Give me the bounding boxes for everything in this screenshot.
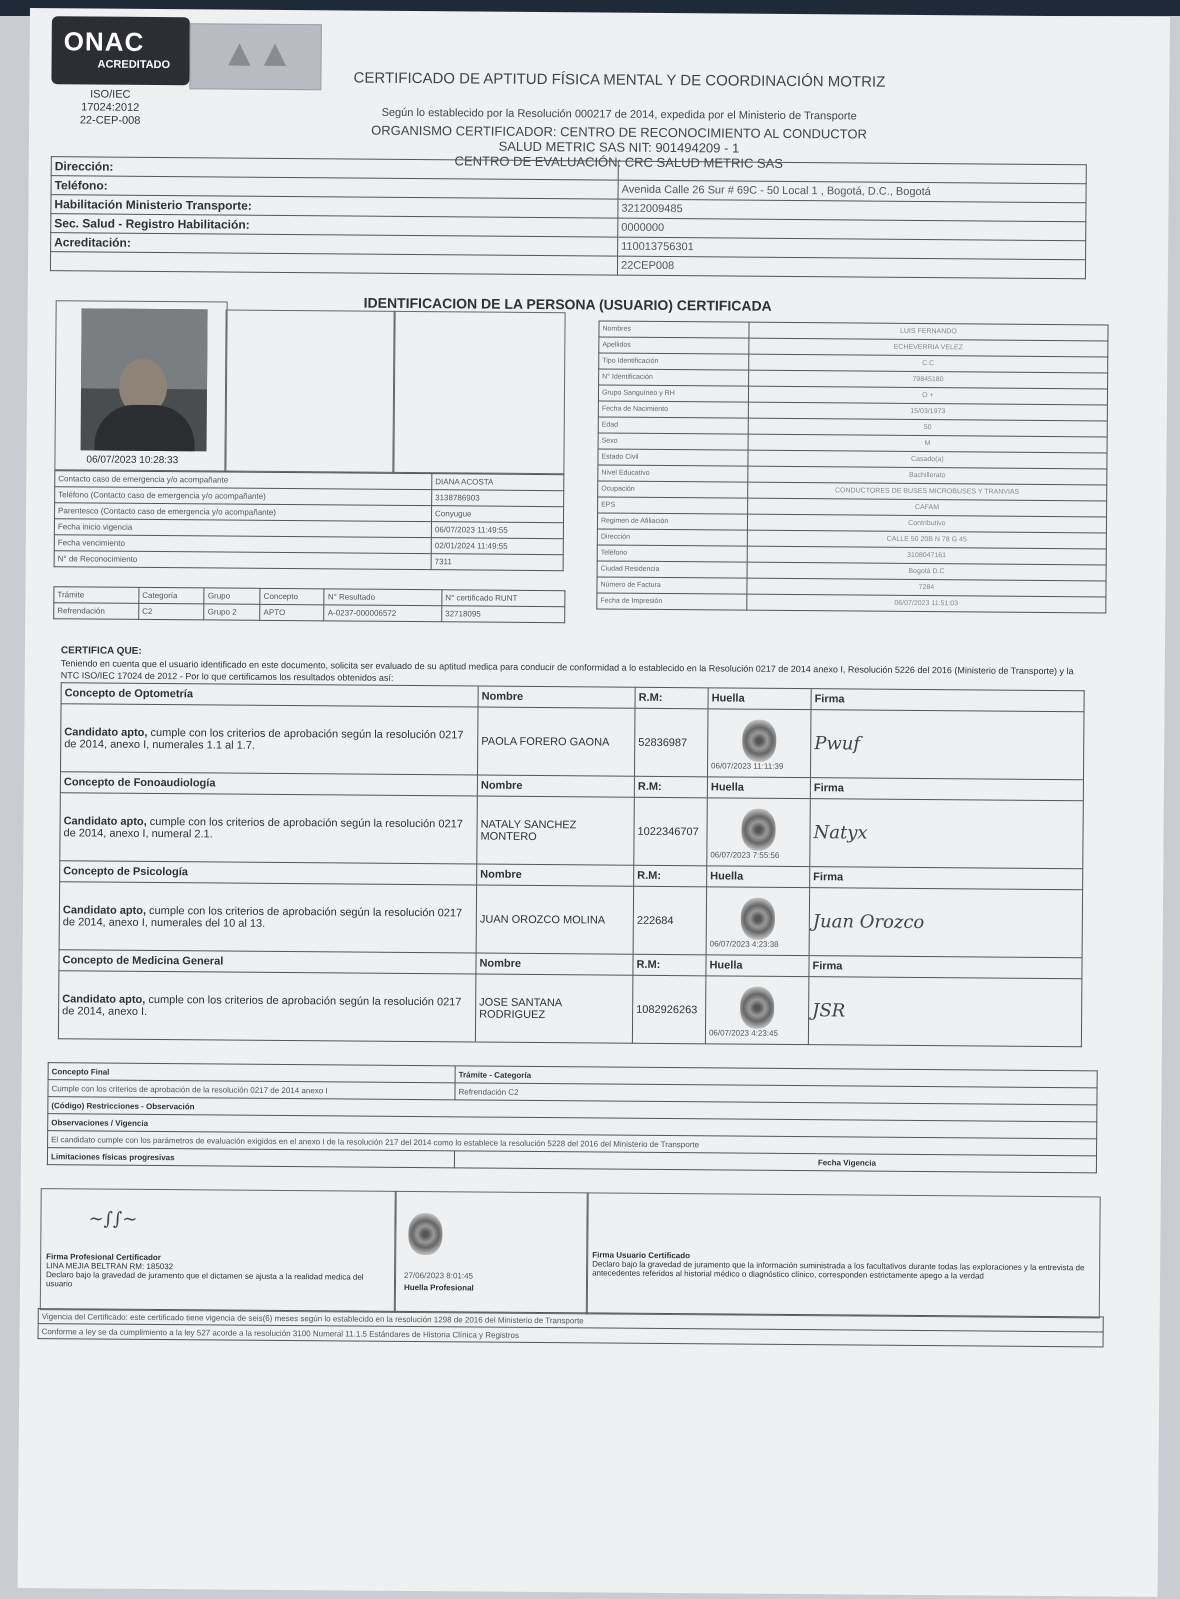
concept-title: Concepto de Fonoaudiología: [60, 772, 477, 796]
signature: Pwuf: [814, 733, 861, 755]
certifica-text: Teniendo en cuenta que el usuario identificado en este documento, solicita ser evaluado de su aptitud medica para conducir de conformidad a lo establecido en la Resolución 0217 de 2014 anexo I, Resolución 5226 del 2016 (Ministerio de Transporte) y la NTC ISO/IEC 17024 de 2012 - Por lo que certificamos los resultados obtenidos así:: [60, 658, 1074, 683]
info-value: 110013756301: [618, 237, 1086, 260]
rm-header: R.M:: [634, 776, 707, 798]
emergency-row: [54, 551, 563, 571]
emergency-value: 7311: [431, 554, 563, 571]
person-value: CALLE 50 20B N 78 G 45: [747, 530, 1106, 549]
info-label: Sec. Salud - Registro Habilitación:: [51, 214, 618, 237]
concept-criteria: cumple con los criterios de aprobación según la resolución 0217 de 2014, anexo I.: [62, 993, 462, 1018]
concept-criteria: cumple con los criterios de aprobación según la resolución 0217 de 2014, anexo I, numerales 1.1 al 1.7.: [64, 726, 464, 752]
firma-header: Firma: [811, 689, 1084, 712]
person-value: 50: [748, 418, 1107, 437]
firma-header: Firma: [809, 956, 1082, 979]
person-label: Ocupación: [598, 481, 748, 498]
rm-header: R.M:: [634, 865, 707, 887]
info-label: [50, 252, 617, 275]
person-value: ECHEVERRIA VELEZ: [749, 338, 1108, 357]
onac-logo: [51, 16, 190, 85]
huella-header: Huella: [706, 955, 809, 977]
info-label: Acreditación:: [51, 233, 618, 256]
person-label: Grupo Sanguíneo y RH: [598, 385, 748, 402]
tramite-header: Concepto: [260, 588, 324, 605]
logo-text: ONAC: [63, 26, 145, 57]
signature: Natyx: [813, 822, 868, 844]
nombre-header: Nombre: [477, 775, 634, 797]
prof-title: Firma Profesional Certificador: [46, 1252, 161, 1263]
user-photo: [81, 308, 208, 451]
prof-fingerprint-icon: [408, 1213, 442, 1255]
professional-name: JOSE SANTANA RODRIGUEZ: [475, 974, 633, 1043]
info-table: [50, 156, 1087, 279]
tramite-header: Categoría: [139, 587, 205, 604]
prof-signature-icon: ~∫∫~: [88, 1208, 138, 1230]
signatures-section: [40, 1188, 1101, 1322]
person-label: Fecha de Impresión: [597, 593, 747, 610]
fingerprint-cell: [705, 976, 809, 1045]
identification-title: IDENTIFICACION DE LA PERSONA (USUARIO) CERTIFICADA: [363, 294, 772, 314]
certificate-sheet: [18, 8, 1170, 1597]
person-value: 3108047161: [747, 546, 1106, 565]
tramite-value: C2: [139, 603, 205, 620]
concept-criteria: cumple con los criterios de aprobación según la resolución 0217 de 2014, anexo I, numerales del 10 al 13.: [62, 904, 463, 930]
person-label: Nombres: [599, 321, 749, 338]
fingerprint-cell: [707, 798, 811, 867]
iso-code: 22-CEP-008: [79, 114, 141, 127]
person-table: [596, 320, 1108, 613]
person-label: Dirección: [597, 529, 747, 546]
company-logo: [189, 23, 322, 90]
huella-header: Huella: [708, 688, 811, 710]
firma-header: Firma: [810, 778, 1083, 801]
signature: Juan Orozco: [812, 911, 925, 934]
concept-criteria: cumple con los criterios de aprobación según la resolución 0217 de 2014, anexo I, numeral 2.1.: [63, 815, 463, 840]
tramite-value: A-0237-000006572: [324, 605, 442, 622]
emergency-label: Fecha vencimiento: [54, 535, 431, 554]
person-value: M: [748, 434, 1107, 453]
concept-title: Concepto de Psicología: [60, 861, 477, 885]
person-value: LUIS FERNANDO: [749, 322, 1108, 341]
professional-name: JUAN OROZCO MOLINA: [476, 885, 634, 954]
person-label: Tipo Identificación: [599, 353, 749, 370]
empty-box: [224, 310, 395, 473]
signature: JSR: [812, 1000, 846, 1022]
huella-header: Huella: [707, 777, 810, 799]
user-declaration: Declaro bajo la gravedad de juramento que la información suministrada a los facultativos durante todas las exploraciones y la entrevista de antecedentes referidos al historial médico o diagnóstico clínico, corresponden estrictamente apego a la verdad: [592, 1259, 1085, 1281]
person-value: CONDUCTORES DE BUSES MICROBUSES Y TRANVIAS: [747, 482, 1106, 501]
fingerprint-icon: [742, 720, 776, 762]
prof-block: [46, 1252, 386, 1291]
person-label: Edad: [598, 417, 748, 434]
person-label: Estado Civil: [598, 449, 748, 466]
person-label: Regimen de Afiliación: [597, 513, 747, 530]
emergency-table: [54, 470, 565, 571]
concept-row: [60, 793, 1084, 869]
final-table: [47, 1062, 1098, 1173]
prof-declaration: Declaro bajo la gravedad de juramento que el dictamen se ajusta a la realidad medica del usuario: [45, 1270, 364, 1289]
tramite-value-row: [54, 603, 565, 623]
concept-apto: Candidato apto,: [63, 814, 147, 828]
concept-row: [59, 882, 1083, 958]
fingerprint-stamp: 06/07/2023 7:55:56: [710, 850, 780, 860]
emergency-label: N° de Reconocimiento: [54, 551, 431, 570]
concept-text: [59, 882, 477, 953]
logo-subtext: ACREDITADO: [97, 58, 171, 72]
company-line: SALUD METRIC SAS NIT: 901494209 - 1: [498, 138, 740, 156]
nombre-header: Nombre: [478, 686, 635, 708]
person-label: Ciudad Residencia: [597, 561, 747, 578]
fingerprint-cell: [707, 709, 811, 778]
rm-header: R.M:: [633, 954, 706, 976]
concept-text: [61, 704, 479, 775]
tramite-header: N° certificado RUNT: [442, 590, 565, 607]
iso-line: ISO/IEC 17024:2012: [81, 88, 140, 114]
person-value: Bachillerato: [748, 466, 1107, 485]
professional-rm: 1022346707: [634, 797, 708, 866]
tramite-header: Grupo: [204, 588, 260, 604]
person-value: 06/07/2023 11:51:03: [747, 594, 1106, 613]
concept-apto: Candidato apto,: [62, 992, 146, 1006]
person-value: Casado(a): [748, 450, 1107, 469]
observaciones-text: El candidato cumple con los parámetros de evaluación exigidos en el anexo I de la resolución 217 del 2014 como lo establece la resolución 5228 del 2016 del Ministerio de Transporte: [48, 1131, 1097, 1156]
person-value: O +: [748, 386, 1107, 405]
signature-cell: [808, 977, 1082, 1047]
concept-row: [58, 971, 1082, 1047]
person-label: Teléfono: [597, 545, 747, 562]
tramite-value: APTO: [260, 604, 324, 621]
tramite-header: N° Resultado: [324, 589, 442, 606]
company-logo-mark: ▲▲: [220, 32, 293, 76]
prof-name: LINA MEJIA BELTRAN RM: 185032: [46, 1261, 174, 1272]
limitaciones-label: Limitaciones físicas progresivas: [47, 1148, 454, 1168]
emergency-label: Parentesco (Contacto caso de emergencia y/o acompañante): [54, 503, 431, 522]
person-value: 7284: [747, 578, 1106, 597]
concept-title: Concepto de Medicina General: [59, 950, 476, 974]
person-label: N° Identificación: [599, 369, 749, 386]
info-label: Teléfono:: [51, 176, 618, 199]
fingerprint-icon: [741, 809, 775, 851]
person-label: Sexo: [598, 433, 748, 450]
professional-name: NATALY SANCHEZ MONTERO: [477, 796, 635, 865]
concept-apto: Candidato apto,: [62, 903, 147, 917]
fecha-vigencia-label: Fecha Vigencia: [454, 1151, 1096, 1173]
tramite-categoria-value: Refrendación C2: [455, 1083, 1097, 1105]
professional-rm: 52836987: [634, 708, 708, 777]
concepts-table: [58, 682, 1085, 1047]
huella-header: Huella: [707, 866, 810, 888]
person-label: Fecha de Nacimiento: [598, 401, 748, 418]
person-label: Número de Factura: [597, 577, 747, 594]
user-title: Firma Usuario Certificado: [592, 1250, 691, 1261]
firma-header: Firma: [810, 867, 1083, 890]
info-value: 22CEP008: [617, 256, 1085, 279]
concept-text: [58, 971, 476, 1042]
document-title: CERTIFICADO DE APTITUD FÍSICA MENTAL Y DE COORDINACIÓN MOTRIZ: [353, 69, 886, 91]
resolution-line: Según lo establecido por la Resolución 000217 de 2014, expedida por el Ministerio de Transporte: [381, 106, 857, 123]
emergency-value: 3138786903: [432, 490, 564, 507]
prof-signature-box: [40, 1188, 397, 1313]
empty-box: [392, 311, 565, 474]
tramite-value: Grupo 2: [204, 604, 260, 620]
photo-body: [94, 405, 194, 452]
person-label: Nivel Educativo: [598, 465, 748, 482]
tramite-value: Refrendación: [54, 603, 139, 620]
vigencia-text: Vigencia del Certificado: este certificado tiene vigencia de seis(6) meses según lo establecido en la resolución 1298 de 2016 del Ministerio de Transporte: [38, 1309, 1103, 1332]
emergency-value: Conyugue: [431, 506, 563, 523]
prof-fingerprint-stamp: 27/06/2023 8:01:45: [404, 1270, 474, 1281]
info-label: Dirección:: [51, 157, 618, 180]
emergency-value: DIANA ACOSTA: [432, 474, 564, 491]
tramite-categoria-label: Trámite - Categoría: [455, 1066, 1097, 1088]
emergency-value: 06/07/2023 11:49:55: [431, 522, 563, 539]
emergency-value: 02/01/2024 11:49:55: [431, 538, 563, 555]
info-label: Habilitación Ministerio Transporte:: [51, 195, 618, 218]
professional-rm: 222684: [633, 886, 707, 955]
emergency-label: Teléfono (Contacto caso de emergencia y/o acompañante): [55, 487, 432, 506]
professional-rm: 1082926263: [632, 975, 706, 1044]
info-value: Avenida Calle 26 Sur # 69C - 50 Local 1 , Bogotá, D.C., Bogotá: [618, 180, 1086, 203]
emergency-label: Contacto caso de emergencia y/o acompañante: [55, 471, 432, 490]
person-value: 15/03/1973: [748, 402, 1107, 421]
organism-line: ORGANISMO CERTIFICADOR: CENTRO DE RECONOCIMIENTO AL CONDUCTOR: [371, 122, 867, 142]
tramite-value: 32718095: [442, 606, 565, 623]
fingerprint-stamp: 06/07/2023 11:11:39: [711, 761, 784, 771]
user-block: [592, 1250, 1092, 1281]
person-value: Bogotá D.C: [747, 562, 1106, 581]
certifica-title: CERTIFICA QUE:: [60, 645, 142, 657]
signature-cell: [809, 888, 1083, 958]
person-value: CAFAM: [747, 498, 1106, 517]
tramite-table: [53, 586, 565, 623]
person-label: Apellidos: [599, 337, 749, 354]
fingerprint-stamp: 06/07/2023 4:23:45: [708, 1028, 778, 1038]
concepto-final-value: Cumple con los criterios de aprobación de la resolución 0217 de 2014 anexo I: [48, 1080, 455, 1100]
identification-section: [51, 298, 1084, 646]
professional-name: PAOLA FORERO GAONA: [477, 707, 635, 776]
nombre-header: Nombre: [477, 864, 634, 886]
concept-apto: Candidato apto,: [64, 725, 148, 739]
rm-header: R.M:: [635, 687, 708, 709]
signature-cell: [810, 799, 1084, 869]
fingerprint-icon: [741, 898, 775, 940]
fingerprint-cell: [706, 887, 810, 956]
emergency-label: Fecha inicio vigencia: [54, 519, 431, 538]
fingerprint-stamp: 06/07/2023 4:23:38: [709, 939, 779, 949]
photo-timestamp: 06/07/2023 10:28:33: [86, 454, 179, 467]
signature-cell: [810, 710, 1084, 780]
concepto-final-label: Concepto Final: [48, 1063, 455, 1083]
info-value: 0000000: [618, 218, 1086, 241]
huella-profesional-label: Huella Profesional: [403, 1282, 474, 1293]
info-value: 3212009485: [618, 199, 1086, 222]
tramite-header: Trámite: [54, 587, 139, 604]
person-label: EPS: [598, 497, 748, 514]
conforme-text: Conforme a ley se da cumplimiento a la ley 527 acorde a la resolución 3100 Numeral 11.1.5 Estándares de Historia Clínica y Registros: [38, 1324, 1103, 1347]
concept-title: Concepto de Optometría: [61, 683, 478, 707]
center-line: CENTRO DE EVALUACIÓN: CRC SALUD METRIC SAS: [454, 153, 784, 171]
observaciones-label: Observaciones / Vigencia: [48, 1114, 1097, 1139]
restricciones-label: (Código) Restricciones - Observación: [48, 1097, 1097, 1122]
iso-reference: [65, 88, 155, 128]
person-value: C.C: [748, 354, 1107, 373]
concept-text: [60, 793, 478, 864]
nombre-header: Nombre: [476, 953, 633, 975]
person-value: 79845180: [748, 370, 1107, 389]
concept-row: [61, 704, 1085, 780]
person-row: [597, 593, 1106, 613]
person-value: Contributivo: [747, 514, 1106, 533]
fingerprint-icon: [740, 987, 774, 1029]
